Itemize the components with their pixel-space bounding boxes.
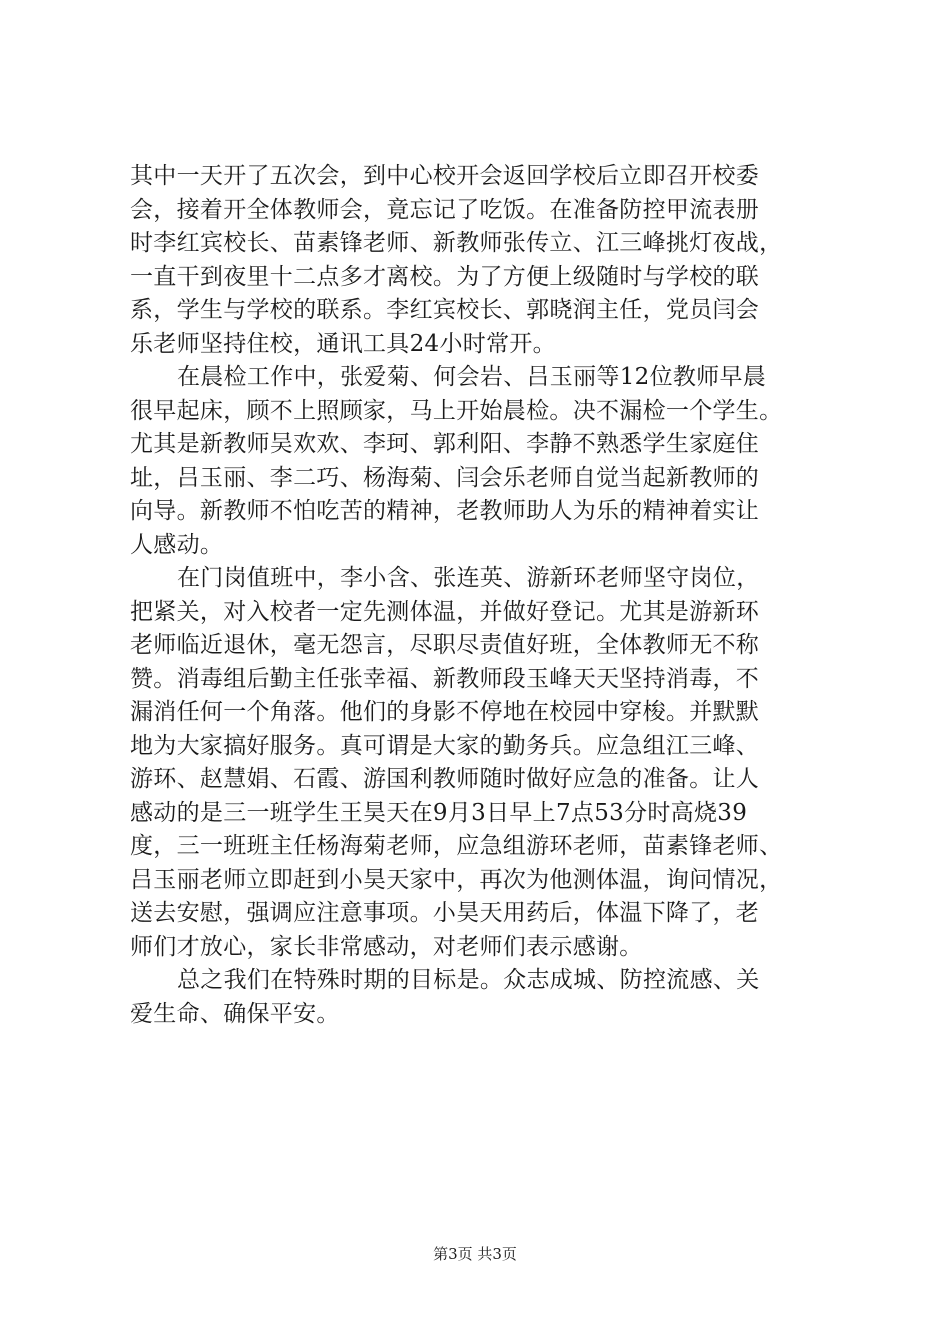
text-line: 址，吕玉丽、李二巧、杨海菊、闫会乐老师自觉当起新教师的 [130,464,760,491]
text-line: 漏消任何一个角落。他们的身影不停地在校园中穿梭。并默默 [130,699,760,725]
text-line: 一直干到夜里十二点多才离校。为了方便上级随时与学校的联 [130,263,760,290]
text-line: 度，三一班班主任杨海菊老师，应急组游环老师，苗素锋老师、 [130,833,783,859]
text-line: 爱生命、确保平安。 [130,1000,340,1027]
text-line: 送去安慰，强调应注意事项。小昊天用药后，体温下降了，老 [130,900,760,926]
text-line: 其中一天开了五次会，到中心校开会返回学校后立即召开校委 [130,163,760,189]
text-line: 赞。消毒组后勤主任张幸福、新教师段玉峰天天坚持消毒，不 [130,665,760,692]
page-footer: 第3页 共3页 [433,1245,517,1263]
text-line: 地为大家搞好服务。真可谓是大家的勤务兵。应急组江三峰、 [130,732,760,759]
text-line: 向导。新教师不怕吃苦的精神，老教师助人为乐的精神着实让 [130,498,760,524]
text-line: 时李红宾校长、苗素锋老师、新教师张传立、江三峰挑灯夜战， [130,230,783,256]
text-line: 把紧关，对入校者一定先测体温，并做好登记。尤其是游新环 [130,598,760,625]
text-line: 吕玉丽老师立即赶到小昊天家中，再次为他测体温，询问情况， [130,866,783,893]
text-line: 师们才放心，家长非常感动，对老师们表示感谢。 [130,933,643,960]
text-line: 在门岗值班中，李小含、张连英、游新环老师坚守岗位， [177,565,760,591]
document-body [130,160,830,1031]
text-line: 系，学生与学校的联系。李红宾校长、郭晓润主任，党员闫会 [130,297,760,323]
text-line: 人感动。 [130,531,224,558]
text-line: 游环、赵慧娟、石霞、游国利教师随时做好应急的准备。让人 [130,766,760,792]
text-line: 在晨检工作中，张爱菊、何会岩、吕玉丽等12位教师早晨 [177,364,767,390]
text-line: 乐老师坚持住校，通讯工具24小时常开。 [130,330,556,357]
text-line: 总之我们在特殊时期的目标是。众志成城、防控流感、关 [177,967,760,993]
text-line: 老师临近退休，毫无怨言，尽职尽责值好班，全体教师无不称 [130,632,760,658]
text-line: 会，接着开全体教师会，竟忘记了吃饭。在准备防控甲流表册 [130,196,760,223]
text-line: 尤其是新教师吴欢欢、李珂、郭利阳、李静不熟悉学生家庭住 [130,431,760,457]
text-line: 感动的是三一班学生王昊天在9月3日早上7点53分时高烧39 [130,799,748,826]
text-line: 很早起床，顾不上照顾家，马上开始晨检。决不漏检一个学生。 [130,397,783,424]
